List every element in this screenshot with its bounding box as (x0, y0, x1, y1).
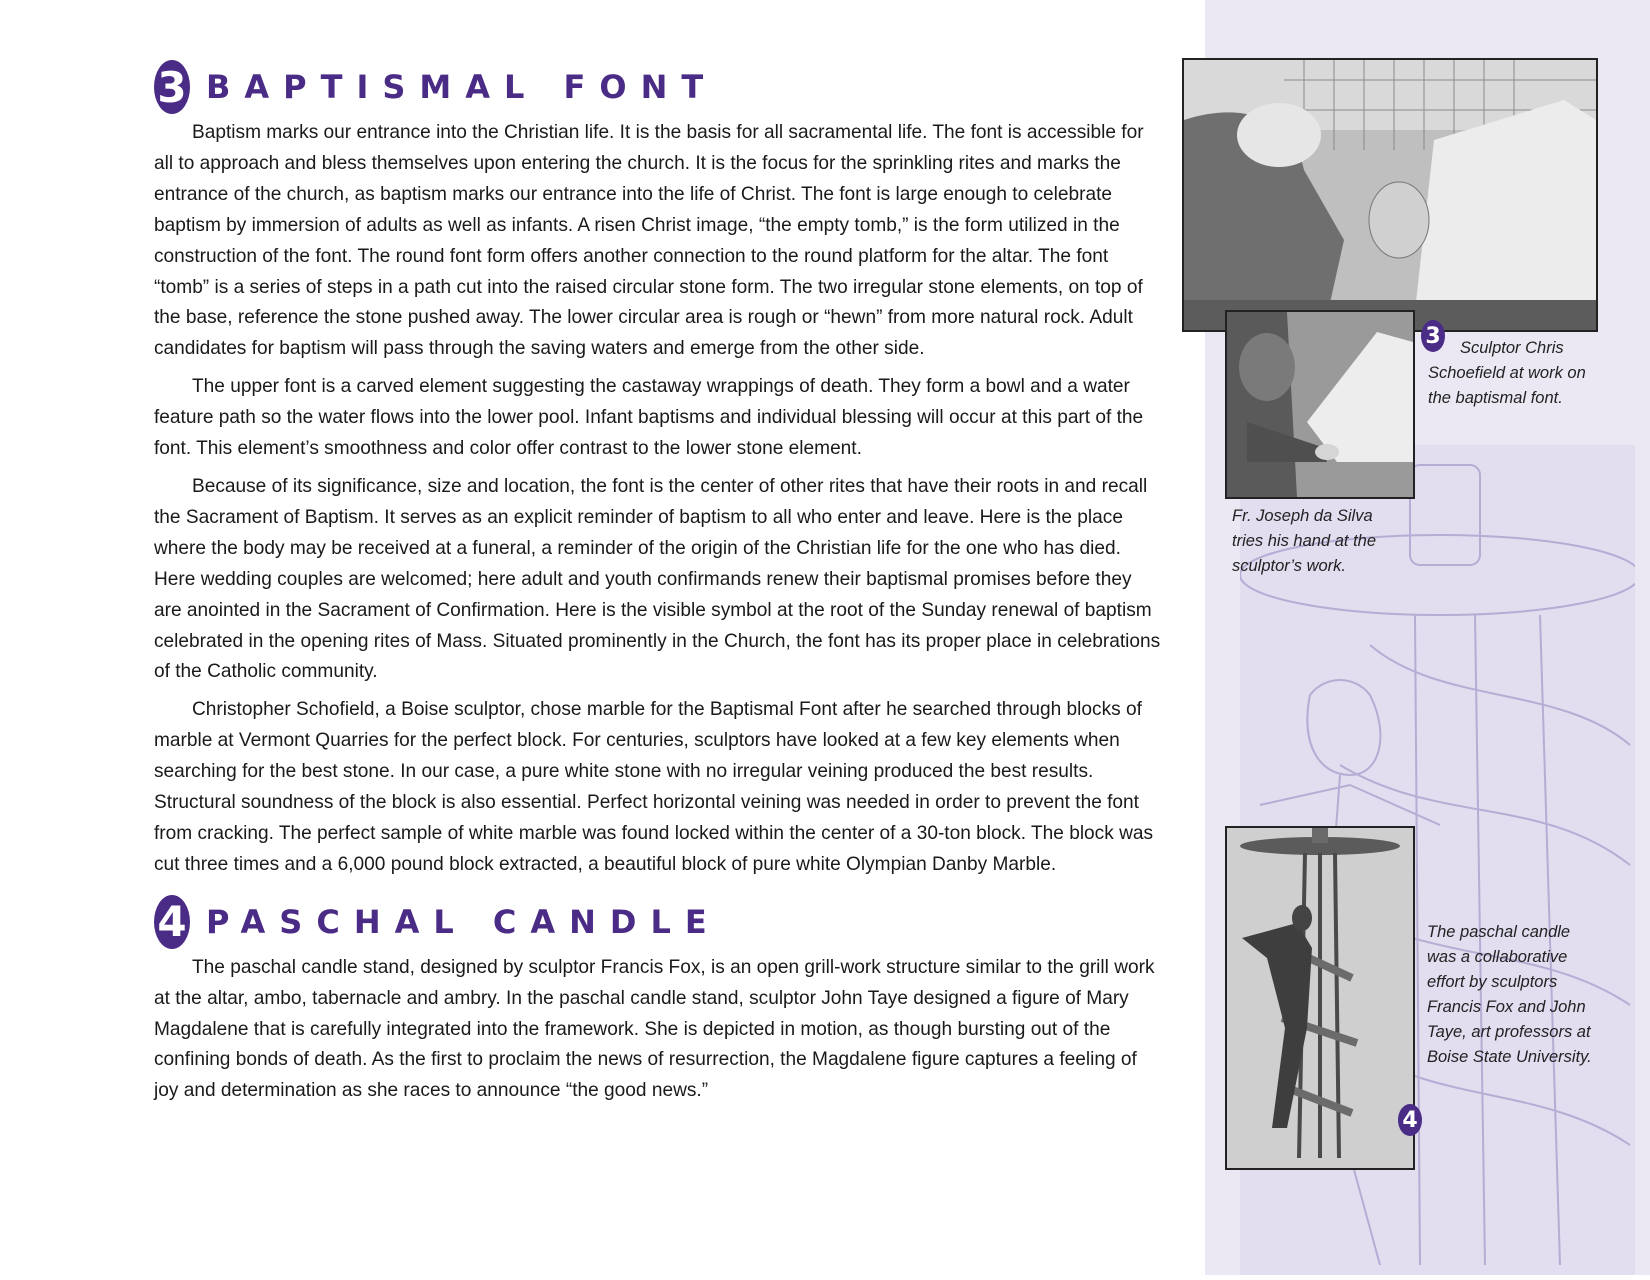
section-baptismal-font (154, 56, 1164, 881)
photo-caption: Fr. Joseph da Silva tries his hand at the sculptor’s work. (1232, 507, 1377, 575)
photo-caption: The paschal candle was a collaborative effort by sculptors Francis Fox and John Taye, art professors at Boise State University. (1427, 923, 1592, 1066)
number-badge-icon: 3 (1421, 320, 1445, 352)
main-content (154, 56, 1164, 1114)
photo-caption: Sculptor Chris Schoefield at work on the baptismal font. (1428, 339, 1586, 407)
photo-sculptor-at-work (1182, 58, 1598, 332)
section-paschal-candle (154, 891, 1164, 1108)
number-badge-icon: 3 (154, 60, 190, 114)
paragraph: Baptism marks our entrance into the Christian life. It is the basis for all sacramental life. The font is accessible for all to approach and bless themselves upon entering the church. It is the focus for the sprinkling rites and marks the entrance of the church, as baptism marks our entrance into the life of Christ. The font is large enough to celebrate baptism by immersion of adults as well as infants. A risen Christ image, “the empty tomb,” is the form utilized in the construction of the font. The round font form offers another connection to the round platform for the altar. The font “tomb” is a series of steps in a path cut into the raised circular stone form. The two irregular stone elements, on top of the base, reference the stone pushed away. The lower circular area is rough or “hewn” from more natural rock. Adult candidates for baptism will pass through the saving waters and emerge from the other side. (154, 122, 1144, 360)
photo-paschal-candle (1225, 826, 1415, 1170)
section-title: PASCHAL CANDLE (206, 902, 721, 941)
paragraph: The upper font is a carved element suggesting the castaway wrappings of death. They form a bowl and a water feature path so the water flows into the lower pool. Infant baptisms and individual blessing will occur at this part of the font. This element’s smoothness and color offer contrast to the lower stone element. (154, 376, 1144, 460)
section-title: BAPTISMAL FONT (206, 68, 718, 106)
paragraph: The paschal candle stand, designed by sculptor Francis Fox, is an open grill-work structure similar to the grill work at the altar, ambo, tabernacle and ambry. In the paschal candle stand, sculptor John Taye designed a figure of Mary Magdalene that is carefully integrated into the framework. She is depicted in motion, as though bursting out of the confining bonds of death. As the first to proclaim the news of resurrection, the Magdalene figure captures a feeling of joy and determination as she races to announce “the good news.” (154, 956, 1155, 1102)
paragraph: Christopher Schofield, a Boise sculptor, chose marble for the Baptismal Font after he searched through blocks of marble at Vermont Quarries for the perfect block. For centuries, sculptors have looked at a few key elements when searching for the best stone. In our case, a pure white stone with no irregular veining produced the best results. Structural soundness of the block is also essential. Perfect horizontal veining was needed in order to prevent the font from cracking. The perfect sample of white marble was found locked within the center of a 30-ton block. The block was cut three times and a 6,000 pound block extracted, a beautiful block of pure white Olympian Danby Marble. (154, 699, 1154, 875)
paragraph: Because of its significance, size and location, the font is the center of other rites that have their roots in and recall the Sacrament of Baptism. It serves as an explicit reminder of baptism to all who enter and leave. Here is the place where the body may be received at a funeral, a reminder of the origin of the Christian life for the one who has died. Here wedding couples are welcomed; here adult and youth confirmands renew their baptismal promises before they are anointed in the Sacrament of Confirmation. Here is the visible symbol at the root of the Sunday renewal of baptism celebrated in the opening rites of Mass. Situated prominently in the Church, the font has its proper place in celebrations of the Catholic community. (154, 475, 1161, 683)
number-badge-icon: 4 (154, 895, 190, 949)
section-heading (154, 891, 1164, 953)
number-badge-icon: 4 (1398, 1104, 1422, 1136)
photo-fr-joseph-da-silva (1225, 310, 1415, 499)
section-heading (154, 56, 1164, 118)
